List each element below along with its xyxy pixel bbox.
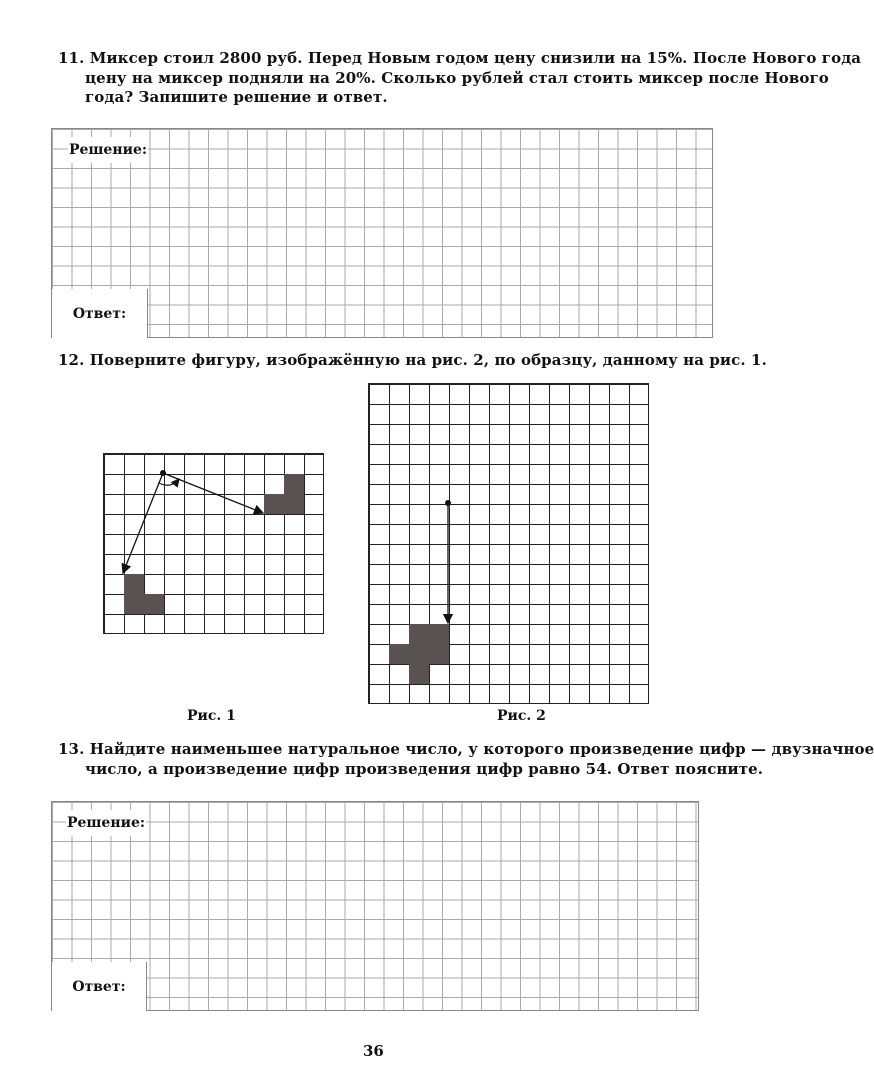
figure2-caption: Рис. 2: [497, 708, 546, 724]
task11-line2: цену на миксер подняли на 20%. Сколько рублей стал стоить миксер после Нового: [85, 68, 829, 87]
task11-number: 11.: [58, 49, 85, 67]
figure2-arrow: [368, 383, 649, 704]
task11-question: [58, 49, 862, 108]
task11-line3: года? Запишите решение и ответ.: [85, 88, 388, 106]
task11-solution-label-box: [68, 137, 148, 163]
task12-number: 12.: [58, 351, 85, 369]
task13-solution-label-box: [66, 810, 146, 836]
task11-line1: [58, 49, 862, 69]
fig1-rotation-arc: [159, 479, 179, 485]
fig1-arrow-right: [163, 473, 263, 513]
task13-number: 13.: [58, 740, 85, 758]
task13-answer-grid[interactable]: [51, 801, 699, 1011]
task11-solution-label: Решение:: [68, 142, 148, 158]
task13-line2: число, а произведение цифр произведения цифр равно 54. Ответ поясните.: [85, 759, 764, 778]
figure1-arrows: [103, 453, 324, 634]
page-number: 36: [363, 1042, 384, 1060]
task13-solution-label: Решение:: [66, 815, 146, 831]
task13-text-line1: Найдите наименьшее натуральное число, у которого произведение цифр — двузначное: [89, 740, 874, 758]
task13-line1: [58, 740, 874, 760]
task11-answer-grid[interactable]: [51, 128, 713, 338]
fig1-arrow-down: [123, 473, 163, 573]
task11-answer-label: Ответ:: [72, 305, 127, 322]
task11-text-line1: Миксер стоил 2800 руб. Перед Новым годом цену снизили на 15%. После Нового года: [89, 49, 862, 67]
task13-answer-label-box: [52, 962, 147, 1011]
task13-question: [58, 740, 874, 779]
task11-answer-label-box: [52, 289, 148, 338]
task12-question: [58, 351, 767, 371]
task12-text: Поверните фигуру, изображённую на рис. 2, по образцу, данному на рис. 1.: [89, 351, 767, 369]
task13-answer-label: Ответ:: [72, 978, 126, 995]
figure1-caption: Рис. 1: [187, 708, 236, 724]
